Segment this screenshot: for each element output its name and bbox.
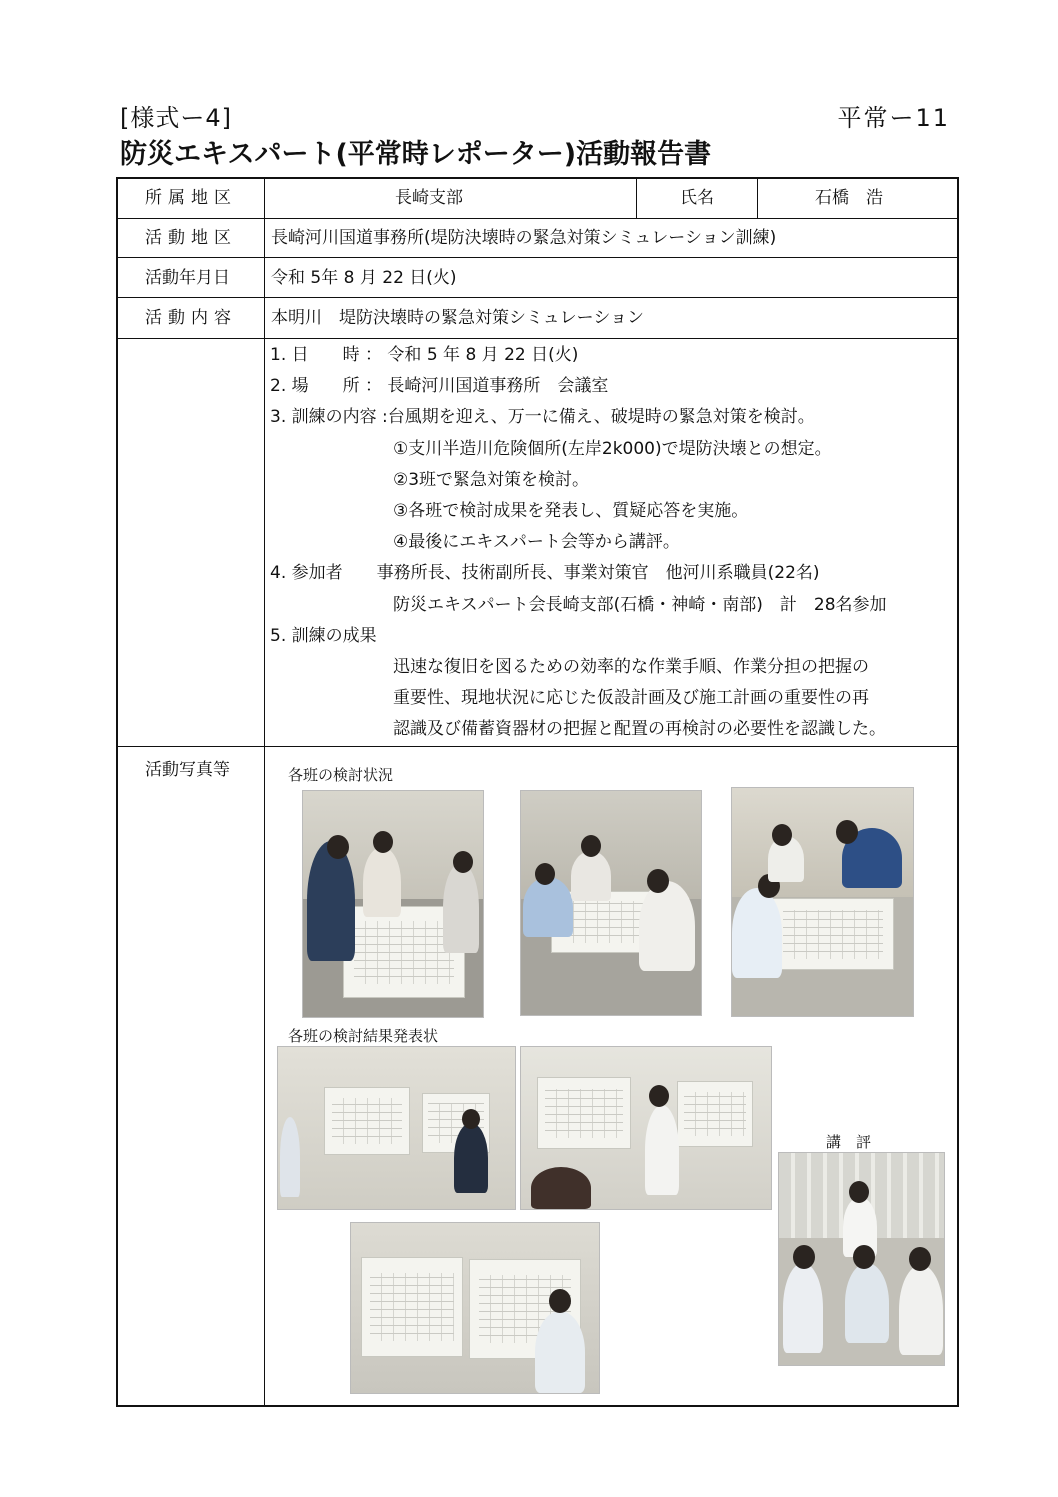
caption-presentation: 各班の検討結果発表状: [288, 1027, 439, 1045]
photo-presentation-2: [520, 1046, 772, 1210]
label-name: 氏名: [680, 188, 714, 208]
label-date: 活動年月日: [145, 268, 230, 288]
photo-presentation-3: [350, 1222, 600, 1394]
detail-line: ③各班で検討成果を発表し、質疑応答を実施。: [393, 501, 749, 521]
detail-line: 4. 参加者 事務所長、技術副所長、事業対策官 他河川系職員(22名): [270, 563, 820, 584]
photo-study-1: [302, 790, 484, 1018]
detail-line: 1. 日 時 ： 令和 5 年 8 月 22 日(火): [270, 345, 579, 365]
detail-line: 防災エキスパート会長崎支部(石橋・神崎・南部) 計 28名参加: [393, 594, 887, 615]
label-photos: 活動写真等: [145, 760, 230, 780]
photo-study-3: [731, 787, 914, 1017]
detail-line: 5. 訓練の成果: [270, 625, 377, 646]
label-affiliation: 所属地区: [145, 188, 237, 208]
photo-presentation-1: [277, 1046, 516, 1210]
detail-line: 2. 場 所 ： 長崎河川国道事務所 会議室: [270, 376, 609, 397]
name-value: 石橋 浩: [815, 188, 883, 208]
detail-line: 迅速な復旧を図るための効率的な作業手順、作業分担の把握の: [393, 657, 869, 677]
label-content: 活動内容: [145, 308, 237, 328]
area-value: 長崎河川国道事務所(堤防決壊時の緊急対策シミュレーション訓練): [271, 228, 777, 248]
photo-study-2: [520, 790, 702, 1016]
caption-review: 講 評: [826, 1133, 872, 1151]
detail-line: 認識及び備蓄資器材の把握と配置の再検討の必要性を認識した。: [393, 719, 886, 740]
affiliation-value: 長崎支部: [395, 188, 463, 208]
caption-study: 各班の検討状況: [288, 766, 394, 784]
detail-line: 3. 訓練の内容 :台風期を迎え、万一に備え、破堤時の緊急対策を検討。: [270, 407, 815, 428]
document-code: 平常ー11: [837, 104, 950, 132]
detail-line: ④最後にエキスパート会等から講評。: [393, 532, 680, 553]
photo-review: [778, 1152, 945, 1366]
date-value: 令和 5年 8 月 22 日(火): [271, 268, 457, 288]
detail-line: 重要性、現地状況に応じた仮設計画及び施工計画の重要性の再: [393, 688, 869, 709]
detail-line: ②3班で緊急対策を検討。: [393, 469, 590, 490]
form-number: [様式ー4]: [120, 104, 232, 132]
content-summary: 本明川 堤防決壊時の緊急対策シミュレーション: [271, 308, 644, 328]
detail-line: ①支川半造川危険個所(左岸2k000)で堤防決壊との想定。: [393, 438, 832, 459]
label-area: 活動地区: [145, 228, 237, 248]
document-title: 防災エキスパート(平常時レポーター)活動報告書: [120, 139, 712, 170]
